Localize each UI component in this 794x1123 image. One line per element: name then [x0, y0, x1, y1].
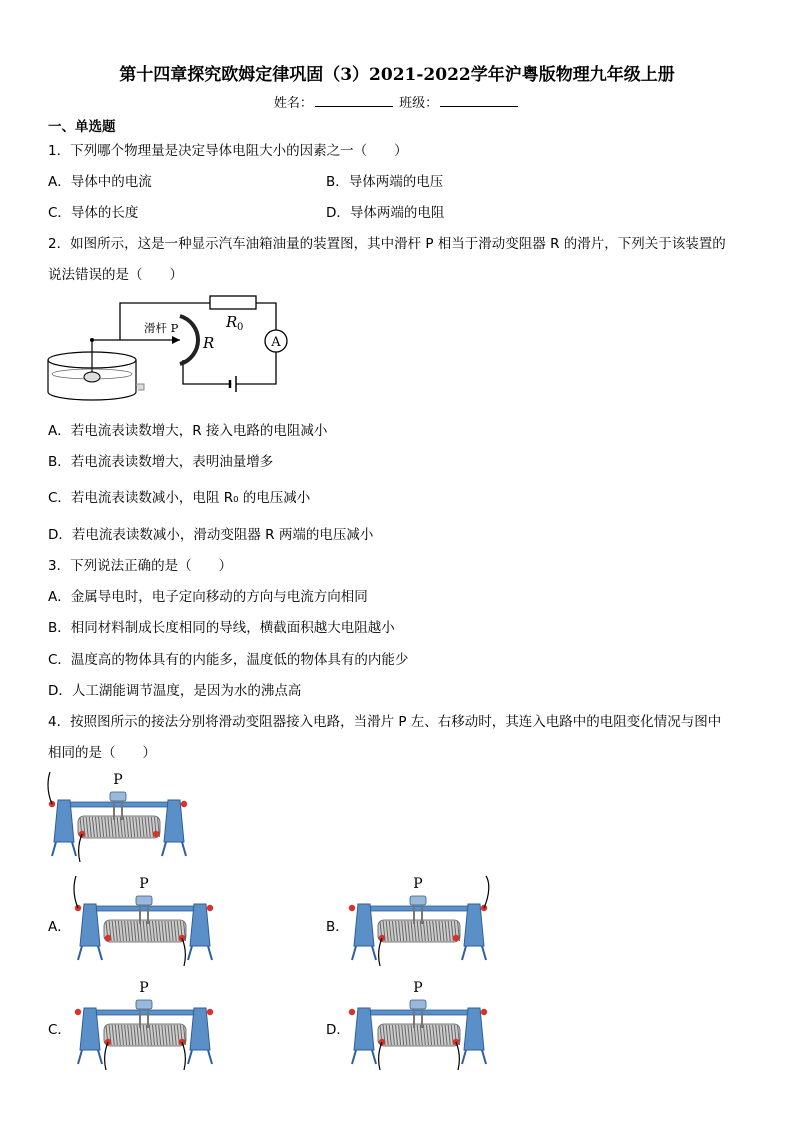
section-heading: 一、单选题: [48, 119, 116, 135]
q4-option-c-letter[interactable]: C．: [48, 1022, 71, 1038]
left-end-plate: [80, 1008, 100, 1050]
right-end-plate: [190, 904, 210, 946]
slider: [410, 896, 426, 905]
terminal-top-right: [207, 1009, 213, 1015]
q3-option-b[interactable]: B．相同材料制成长度相同的导线，横截面积越大电阻越小: [48, 620, 395, 636]
terminal-top-left: [349, 905, 355, 911]
student-info: [0, 92, 794, 111]
q1-option-c[interactable]: C．导体的长度: [48, 205, 139, 221]
slider: [136, 896, 152, 905]
left-end-plate: [354, 904, 374, 946]
q2-option-c[interactable]: C．若电流表读数减小，电阻 R₀ 的电压减小: [48, 490, 311, 506]
left-end-plate: [80, 904, 100, 946]
slider-p-label: P: [413, 876, 423, 892]
ammeter-label: A: [271, 335, 281, 350]
name-label: 姓名：: [273, 96, 313, 111]
right-end-plate: [464, 904, 484, 946]
tank-valve: [136, 384, 144, 390]
terminal-top-right: [181, 801, 187, 807]
slider-label: 滑杆 P: [144, 321, 179, 335]
slider-p-label: P: [413, 980, 423, 996]
page-title: 第十四章探究欧姆定律巩固（3）2021-2022学年沪粤版物理九年级上册: [119, 65, 675, 85]
q4-option-a-letter[interactable]: A．: [48, 919, 71, 935]
q2-stem-line1: 2．如图所示，这是一种显示汽车油箱油量的装置图，其中滑杆 P 相当于滑动变阻器 R 的滑片，下列关于该装置的: [48, 236, 726, 252]
q3-stem: 3．下列说法正确的是（ ）: [48, 558, 233, 574]
left-end-plate: [54, 800, 74, 842]
terminal-top-left: [349, 1009, 355, 1015]
slider-p-label: P: [139, 980, 149, 996]
slider: [410, 1000, 426, 1009]
class-label: 班级：: [399, 96, 439, 111]
q4-option-d-letter[interactable]: D．: [326, 1022, 350, 1038]
terminal-coil-right: [453, 935, 459, 941]
oil-gauge-circuit-figure: [40, 288, 300, 404]
terminal-top-right: [481, 1009, 487, 1015]
r-label: R: [203, 334, 215, 352]
top-bar: [64, 802, 172, 807]
q1-stem: 1．下列哪个物理量是决定导体电阻大小的因素之一（ ）: [48, 143, 408, 159]
q2-option-b[interactable]: B．若电流表读数增大，表明油量增多: [48, 454, 274, 470]
right-end-plate: [190, 1008, 210, 1050]
slider-p-label: P: [113, 772, 123, 788]
q1-option-a[interactable]: A．导体中的电流: [48, 174, 152, 190]
left-end-plate: [354, 1008, 374, 1050]
q3-option-c[interactable]: C．温度高的物体具有的内能多，温度低的物体具有的内能少: [48, 652, 409, 668]
r0-subscript: 0: [237, 322, 244, 333]
terminal-top-left: [75, 1009, 81, 1015]
q1-option-b[interactable]: B．导体两端的电压: [326, 174, 444, 190]
r0-resistor: [210, 296, 256, 309]
rheostat-option-b-figure[interactable]: [344, 874, 494, 966]
terminal-coil-left: [105, 935, 111, 941]
class-blank[interactable]: [440, 94, 518, 107]
q2-option-a[interactable]: A．若电流表读数增大，R 接入电路的电阻减小: [48, 423, 328, 439]
top-bar: [90, 1010, 198, 1015]
q4-stem-line1: 4．按照图所示的接法分别将滑动变阻器接入电路，当滑片 P 左、右移动时，其连入电路中的电阻变化情况与图中: [48, 714, 722, 730]
rheostat-option-d-figure[interactable]: [344, 978, 494, 1070]
q2-stem-line2: 说法错误的是（ ）: [48, 267, 183, 283]
terminal-coil-right: [153, 831, 159, 837]
slider: [136, 1000, 152, 1009]
slider-p-label: P: [139, 876, 149, 892]
top-bar: [364, 1010, 472, 1015]
right-end-plate: [164, 800, 184, 842]
rheostat-reference-figure: [44, 770, 194, 862]
slider: [110, 792, 126, 801]
rheostat-option-c-figure[interactable]: [70, 978, 220, 1070]
terminal-top-right: [207, 905, 213, 911]
right-end-plate: [464, 1008, 484, 1050]
top-bar: [90, 906, 198, 911]
q2-option-d[interactable]: D．若电流表读数减小，滑动变阻器 R 两端的电压减小: [48, 527, 374, 543]
top-bar: [364, 906, 472, 911]
variable-resistor-arc: [180, 316, 198, 364]
q4-stem-line2: 相同的是（ ）: [48, 745, 156, 761]
q3-option-a[interactable]: A．金属导电时，电子定向移动的方向与电流方向相同: [48, 589, 368, 605]
q3-option-d[interactable]: D．人工湖能调节温度，是因为水的沸点高: [48, 683, 302, 699]
r0-label: R: [226, 313, 238, 331]
float-ball: [84, 372, 100, 382]
rheostat-option-a-figure[interactable]: [70, 874, 220, 966]
q4-option-b-letter[interactable]: B．: [326, 919, 349, 935]
q1-option-d[interactable]: D．导体两端的电阻: [326, 205, 445, 221]
name-blank[interactable]: [315, 94, 393, 107]
